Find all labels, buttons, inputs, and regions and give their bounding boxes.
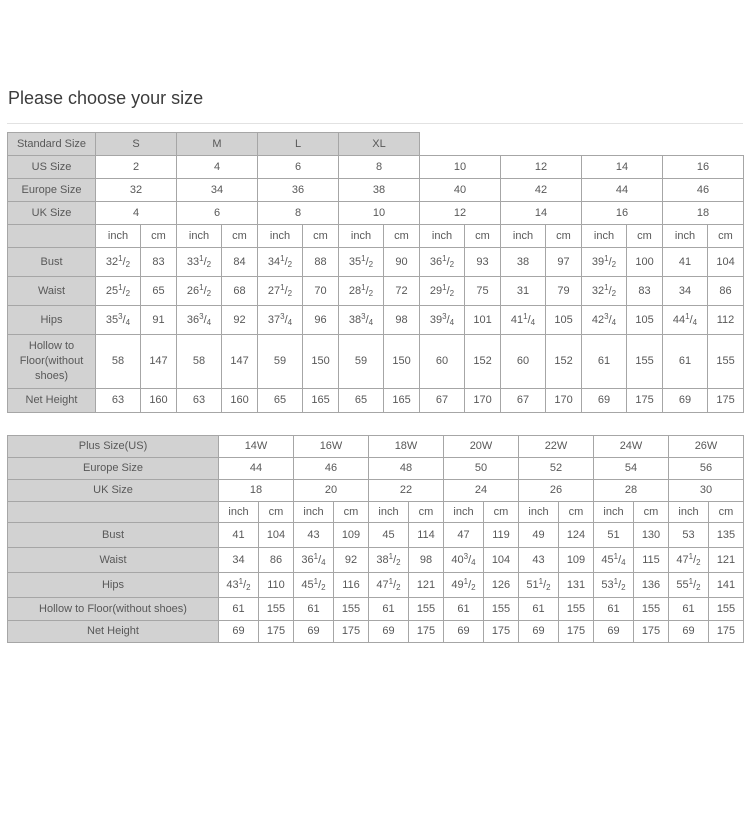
measure-value-cell: 43 [519,548,559,573]
measure-value-cell: 98 [409,548,444,573]
measure-value-cell: 59 [258,335,303,389]
row-label: UK Size [8,480,219,502]
unit-header: inch [420,225,465,248]
measure-value-cell: $32^1/_2$ [582,277,627,306]
measure-value-cell: $36^1/_4$ [294,548,334,573]
measure-value-cell: 61 [369,598,409,621]
measure-value-cell: 86 [259,548,294,573]
size-value-cell: 10 [339,202,420,225]
row-label: Bust [8,523,219,548]
measure-value-cell: 41 [663,248,708,277]
measure-value-cell: 61 [582,335,627,389]
size-value-cell: 26W [669,436,744,458]
size-value-cell: 38 [339,179,420,202]
measure-value-cell: 165 [384,389,420,413]
standard-size-table [7,132,744,413]
unit-row-label [8,502,219,523]
measure-value-cell: 69 [294,621,334,643]
measure-value-cell: $49^1/_2$ [444,573,484,598]
unit-header: inch [294,502,334,523]
measure-value-cell: 114 [409,523,444,548]
row-label: Waist [8,277,96,306]
measure-value-cell: 112 [708,306,744,335]
size-value-cell: 46 [294,458,369,480]
measure-value-cell: 90 [384,248,420,277]
unit-header: inch [258,225,303,248]
measure-value-cell: 51 [594,523,634,548]
measure-value-cell: 69 [519,621,559,643]
size-value-cell: 16 [663,156,744,179]
size-value-cell: 24W [594,436,669,458]
measure-value-cell: 61 [519,598,559,621]
size-value-cell: 4 [177,156,258,179]
measure-value-cell: 141 [709,573,744,598]
unit-header: cm [409,502,444,523]
measure-value-cell: 155 [484,598,519,621]
size-chart-page [0,88,750,643]
measure-value-cell: 67 [420,389,465,413]
unit-header: cm [303,225,339,248]
measure-value-cell: 38 [501,248,546,277]
measure-value-cell: 69 [669,621,709,643]
measure-value-cell: 98 [384,306,420,335]
size-value-cell: 18 [219,480,294,502]
size-value-cell: 16W [294,436,369,458]
size-value-cell: 28 [594,480,669,502]
measure-value-cell: 69 [219,621,259,643]
size-value-cell: 30 [669,480,744,502]
measure-value-cell: 175 [259,621,294,643]
measure-value-cell: 61 [294,598,334,621]
measure-value-cell: 124 [559,523,594,548]
measure-value-cell: $38^3/_4$ [339,306,384,335]
measure-value-cell: $26^1/_2$ [177,277,222,306]
unit-header: cm [259,502,294,523]
measure-value-cell: 119 [484,523,519,548]
measure-value-cell: 61 [663,335,708,389]
unit-header: cm [709,502,744,523]
size-value-cell: 18W [369,436,444,458]
row-label: Hips [8,306,96,335]
unit-header: inch [369,502,409,523]
measure-value-cell: 104 [484,548,519,573]
measure-value-cell: 60 [501,335,546,389]
measure-value-cell: 126 [484,573,519,598]
measure-value-cell: 175 [634,621,669,643]
size-value-cell: 20 [294,480,369,502]
measure-value-cell: $29^1/_2$ [420,277,465,306]
measure-value-cell: $27^1/_2$ [258,277,303,306]
measure-value-cell: 147 [141,335,177,389]
size-value-cell: 44 [219,458,294,480]
measure-value-cell: 155 [709,598,744,621]
measure-value-cell: 83 [627,277,663,306]
size-value-cell: 34 [177,179,258,202]
measure-value-cell: 58 [177,335,222,389]
measure-value-cell: $40^3/_4$ [444,548,484,573]
measure-value-cell: 160 [222,389,258,413]
measure-value-cell: 79 [546,277,582,306]
row-label: Europe Size [8,458,219,480]
measure-value-cell: 72 [384,277,420,306]
measure-value-cell: 92 [334,548,369,573]
measure-value-cell: 105 [546,306,582,335]
measure-value-cell: 170 [465,389,501,413]
measure-value-cell: 110 [259,573,294,598]
measure-value-cell: $45^1/_2$ [294,573,334,598]
row-label: Hips [8,573,219,598]
measure-value-cell: 150 [303,335,339,389]
size-value-cell: 54 [594,458,669,480]
row-label: Europe Size [8,179,96,202]
size-value-cell: 32 [96,179,177,202]
unit-header: cm [141,225,177,248]
measure-value-cell: 97 [546,248,582,277]
unit-header: inch [582,225,627,248]
measure-value-cell: 104 [259,523,294,548]
size-value-cell: 46 [663,179,744,202]
measure-value-cell: $39^1/_2$ [582,248,627,277]
unit-header: inch [669,502,709,523]
measure-value-cell: $33^1/_2$ [177,248,222,277]
measure-value-cell: 170 [546,389,582,413]
measure-value-cell: 65 [141,277,177,306]
measure-value-cell: $41^1/_4$ [501,306,546,335]
measure-value-cell: 155 [708,335,744,389]
unit-header: inch [519,502,559,523]
unit-header: cm [627,225,663,248]
measure-value-cell: 65 [258,389,303,413]
size-value-cell: 16 [582,202,663,225]
measure-value-cell: 63 [177,389,222,413]
measure-value-cell: 175 [627,389,663,413]
measure-value-cell: 175 [409,621,444,643]
measure-value-cell: $37^3/_4$ [258,306,303,335]
measure-value-cell: 53 [669,523,709,548]
measure-value-cell: 69 [663,389,708,413]
size-value-cell: 8 [339,156,420,179]
row-label: Net Height [8,621,219,643]
size-value-cell: 50 [444,458,519,480]
measure-value-cell: 131 [559,573,594,598]
measure-value-cell: 69 [582,389,627,413]
measure-value-cell: 175 [559,621,594,643]
measure-value-cell: 47 [444,523,484,548]
size-value-cell: 42 [501,179,582,202]
measure-value-cell: 155 [259,598,294,621]
size-value-cell: 52 [519,458,594,480]
measure-value-cell: 34 [219,548,259,573]
measure-value-cell: $25^1/_2$ [96,277,141,306]
unit-header: cm [334,502,369,523]
measure-value-cell: 105 [627,306,663,335]
size-group-header: L [258,133,339,156]
measure-value-cell: $47^1/_2$ [669,548,709,573]
unit-header: cm [484,502,519,523]
size-group-header: S [96,133,177,156]
measure-value-cell: 61 [594,598,634,621]
measure-value-cell: $34^1/_2$ [258,248,303,277]
measure-value-cell: 155 [334,598,369,621]
unit-header: inch [594,502,634,523]
measure-value-cell: $44^1/_4$ [663,306,708,335]
measure-value-cell: 175 [709,621,744,643]
row-label: Hollow to Floor(without shoes) [8,598,219,621]
measure-value-cell: $53^1/_2$ [594,573,634,598]
row-label: US Size [8,156,96,179]
unit-row-label [8,225,96,248]
size-value-cell: 14 [501,202,582,225]
row-label: Hollow to Floor(without shoes) [8,335,96,389]
measure-value-cell: 175 [708,389,744,413]
measure-value-cell: 83 [141,248,177,277]
unit-header: inch [177,225,222,248]
plus-size-table [7,435,744,643]
size-value-cell: 12 [501,156,582,179]
measure-value-cell: 135 [709,523,744,548]
measure-value-cell: 175 [484,621,519,643]
measure-value-cell: 68 [222,277,258,306]
measure-value-cell: 43 [294,523,334,548]
measure-value-cell: 34 [663,277,708,306]
measure-value-cell: 155 [627,335,663,389]
unit-header: cm [465,225,501,248]
page-title: Please choose your size [8,88,204,108]
measure-value-cell: 61 [444,598,484,621]
size-value-cell: 6 [177,202,258,225]
size-value-cell: 40 [420,179,501,202]
measure-value-cell: 69 [594,621,634,643]
size-group-header: XL [339,133,420,156]
measure-value-cell: 31 [501,277,546,306]
measure-value-cell: $38^1/_2$ [369,548,409,573]
measure-value-cell: $35^1/_2$ [339,248,384,277]
measure-value-cell: 116 [334,573,369,598]
measure-value-cell: $28^1/_2$ [339,277,384,306]
measure-value-cell: 121 [409,573,444,598]
measure-value-cell: $36^1/_2$ [420,248,465,277]
measure-value-cell: $42^3/_4$ [582,306,627,335]
measure-value-cell: 152 [465,335,501,389]
size-value-cell: 2 [96,156,177,179]
measure-value-cell: $55^1/_2$ [669,573,709,598]
measure-value-cell: 69 [444,621,484,643]
unit-header: cm [634,502,669,523]
unit-header: cm [546,225,582,248]
size-value-cell: 56 [669,458,744,480]
measure-value-cell: $36^3/_4$ [177,306,222,335]
measure-value-cell: 61 [669,598,709,621]
measure-value-cell: 58 [96,335,141,389]
size-value-cell: 6 [258,156,339,179]
size-value-cell: 22W [519,436,594,458]
unit-header: inch [219,502,259,523]
unit-header: inch [444,502,484,523]
unit-header: inch [663,225,708,248]
size-value-cell: 14W [219,436,294,458]
measure-value-cell: $45^1/_4$ [594,548,634,573]
measure-value-cell: $43^1/_2$ [219,573,259,598]
measure-value-cell: 60 [420,335,465,389]
measure-value-cell: 175 [334,621,369,643]
measure-value-cell: $39^3/_4$ [420,306,465,335]
row-label: Plus Size(US) [8,436,219,458]
measure-value-cell: 69 [369,621,409,643]
unit-header: inch [339,225,384,248]
measure-value-cell: 63 [96,389,141,413]
measure-value-cell: 136 [634,573,669,598]
measure-value-cell: 84 [222,248,258,277]
measure-value-cell: 59 [339,335,384,389]
size-value-cell: 12 [420,202,501,225]
measure-value-cell: 150 [384,335,420,389]
measure-value-cell: 49 [519,523,559,548]
unit-header: cm [708,225,744,248]
size-value-cell: 26 [519,480,594,502]
measure-value-cell: 41 [219,523,259,548]
measure-value-cell: 65 [339,389,384,413]
size-value-cell: 44 [582,179,663,202]
size-value-cell: 8 [258,202,339,225]
measure-value-cell: 100 [627,248,663,277]
title-divider [7,123,743,124]
measure-value-cell: $51^1/_2$ [519,573,559,598]
measure-value-cell: 101 [465,306,501,335]
size-group-header: M [177,133,258,156]
measure-value-cell: 92 [222,306,258,335]
measure-value-cell: 91 [141,306,177,335]
measure-value-cell: 86 [708,277,744,306]
size-value-cell: 10 [420,156,501,179]
size-value-cell: 4 [96,202,177,225]
measure-value-cell: $32^1/_2$ [96,248,141,277]
unit-header: inch [501,225,546,248]
size-value-cell: 36 [258,179,339,202]
row-label: UK Size [8,202,96,225]
row-label: Bust [8,248,96,277]
measure-value-cell: 96 [303,306,339,335]
measure-value-cell: 70 [303,277,339,306]
row-label: Waist [8,548,219,573]
unit-header: cm [222,225,258,248]
size-value-cell: 24 [444,480,519,502]
corner-cell: Standard Size [8,133,96,156]
unit-header: inch [96,225,141,248]
measure-value-cell: 155 [409,598,444,621]
measure-value-cell: 67 [501,389,546,413]
measure-value-cell: 115 [634,548,669,573]
measure-value-cell: 109 [559,548,594,573]
measure-value-cell: 88 [303,248,339,277]
row-label: Net Height [8,389,96,413]
measure-value-cell: 104 [708,248,744,277]
size-value-cell: 20W [444,436,519,458]
measure-value-cell: $47^1/_2$ [369,573,409,598]
measure-value-cell: 130 [634,523,669,548]
size-value-cell: 14 [582,156,663,179]
measure-value-cell: 121 [709,548,744,573]
measure-value-cell: 155 [559,598,594,621]
size-value-cell: 48 [369,458,444,480]
measure-value-cell: 152 [546,335,582,389]
measure-value-cell: 61 [219,598,259,621]
unit-header: cm [384,225,420,248]
measure-value-cell: 147 [222,335,258,389]
measure-value-cell: 109 [334,523,369,548]
measure-value-cell: 93 [465,248,501,277]
unit-header: cm [559,502,594,523]
measure-value-cell: 165 [303,389,339,413]
measure-value-cell: 75 [465,277,501,306]
size-value-cell: 22 [369,480,444,502]
measure-value-cell: 155 [634,598,669,621]
measure-value-cell: 45 [369,523,409,548]
measure-value-cell: 160 [141,389,177,413]
size-value-cell: 18 [663,202,744,225]
measure-value-cell: $35^3/_4$ [96,306,141,335]
